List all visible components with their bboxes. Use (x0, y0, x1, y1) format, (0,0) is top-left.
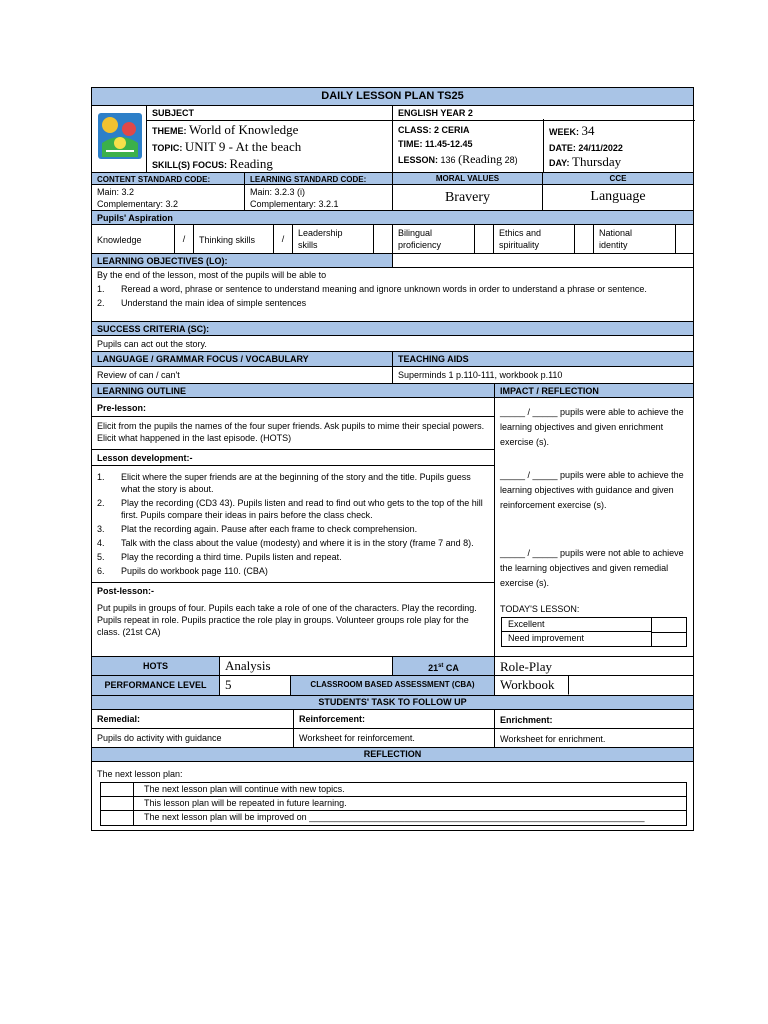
cba-value: Workbook (494, 676, 568, 695)
superminds-logo (98, 113, 142, 159)
reflection-option: This lesson plan will be repeated in future learning. (134, 797, 686, 811)
subject-label: SUBJECT (147, 106, 392, 121)
date-value: 24/11/2022 (578, 143, 623, 153)
theme-line (152, 122, 298, 138)
aspiration-bilingual: Bilingual proficiency (392, 225, 468, 253)
content-standard-cell (92, 185, 244, 210)
outline-header-row (92, 383, 693, 397)
aspiration-national-mark (675, 225, 693, 253)
lesson-value: 136 (440, 155, 456, 165)
lesson-plan-table (91, 87, 694, 831)
content-standard-label: CONTENT STANDARD CODE: (97, 175, 211, 184)
objective-item: 1. Reread a word, phrase or sentence to understand meaning and ignore unknown words in order to understand a phrase or sentence. (97, 284, 647, 294)
week-value: 34 (581, 123, 595, 138)
cba-label: CLASSROOM BASED ASSESSMENT (CBA) (290, 676, 494, 695)
tasks-label-row (92, 709, 693, 728)
learning-complementary: Complementary: 3.2.1 (250, 199, 339, 209)
success-text: Pupils can act out the story. (92, 335, 693, 351)
pre-lesson-text: Elicit from the pupils the names of the four super friends. Ask pupils to mime their special powers. Elicit what happened in the last episode. (HOTS) (97, 421, 485, 443)
date-line: DATE: 24/11/2022 (549, 143, 623, 153)
aspiration-ethics: Ethics and spirituality (493, 225, 561, 253)
development-item: 3. Plat the recording again. Pause after each frame to check comprehension. (97, 524, 418, 534)
time-value: 11.45-12.45 (425, 139, 473, 149)
teaching-aids-label: TEACHING AIDS (392, 352, 693, 366)
week-cell (543, 119, 696, 172)
page-title: DAILY LESSON PLAN TS25 (92, 88, 693, 105)
development-item: 4. Talk with the class about the value (modesty) and where it is in the story (frame 7 and 8). (97, 538, 474, 548)
content-complementary: Complementary: 3.2 (97, 199, 179, 209)
remedial-label: Remedial: (97, 714, 141, 724)
performance-value: 5 (219, 676, 290, 695)
learning-standard-cell (244, 185, 392, 210)
aspiration-leadership-mark (373, 225, 392, 253)
aspiration-national: National identity (593, 225, 659, 253)
hots-row (92, 656, 693, 675)
objective-item: 2. Understand the main idea of simple sentences (97, 298, 307, 308)
option-checkbox[interactable] (101, 783, 134, 797)
focus-value: Review of can / can't (97, 370, 180, 380)
reflection-body (92, 761, 693, 830)
outline-body (92, 397, 693, 656)
aspiration-bilingual-mark (474, 225, 493, 253)
outline-label: LEARNING OUTLINE (97, 386, 186, 396)
time-line: TIME: 11.45-12.45 (398, 139, 473, 149)
ca-value: Role-Play (494, 657, 693, 675)
class-line: CLASS: 2 CERIA (398, 125, 470, 135)
hots-label: HOTS (92, 657, 219, 675)
impact-remedial: _____ / _____ pupils were not able to achieve the learning objectives and given remedial exercise (s). (500, 548, 684, 588)
improvement-checkbox[interactable] (652, 632, 686, 646)
focus-value-row (92, 366, 693, 383)
enrichment-value: Worksheet for enrichment. (494, 729, 693, 747)
topic-label: TOPIC: (152, 143, 183, 153)
week-line: WEEK: 34 (549, 123, 595, 138)
day-value: Thursday (572, 154, 622, 169)
development-item: 1. Elicit where the super friends are at the beginning of the story and the title. Pupils guess what the story is about. (97, 472, 471, 494)
reflection-options (100, 782, 687, 826)
improvement-option: Need improvement (502, 632, 652, 646)
development-item: 6. Pupils do workbook page 110. (CBA) (97, 566, 268, 576)
reflection-intro: The next lesson plan: (97, 769, 183, 779)
day-line: DAY: Thursday (549, 154, 622, 169)
impact-reinforcement: _____ / _____ pupils were able to achieve the learning objectives with guidance and given reinforcement exercise (s). (500, 470, 684, 510)
learning-main: Main: 3.2.3 (i) (250, 187, 306, 197)
impact-cell (494, 398, 693, 656)
learning-standard-label: LEARNING STANDARD CODE: (244, 173, 392, 184)
aspiration-ethics-mark (574, 225, 593, 253)
objectives-intro: By the end of the lesson, most of the pupils will be able to (97, 270, 327, 280)
lesson-line: LESSON: 136 (Reading 28) (398, 152, 518, 166)
cce-label: CCE (542, 173, 693, 184)
aspiration-label: Pupils' Aspiration (92, 210, 693, 224)
standards-header-row (92, 172, 693, 184)
header-block (92, 105, 693, 172)
subject-cell (146, 106, 392, 172)
subject-value: ENGLISH YEAR 2 (393, 106, 695, 121)
reflection-option: The next lesson plan will continue with new topics. (134, 783, 686, 797)
development-item: 5. Play the recording a third time. Pupils listen and repeat. (97, 552, 342, 562)
focus-header-row (92, 351, 693, 366)
development-item: 2. Play the recording (CD3 43). Pupils listen and read to find out who gets to the top of the hill first. Pupils compare their ideas in pairs before the class check. (97, 498, 483, 520)
aspiration-knowledge-mark: / (174, 225, 193, 253)
success-label: SUCCESS CRITERIA (SC): (92, 321, 693, 335)
development-label: Lesson development:- (97, 453, 193, 463)
objectives-content (92, 267, 693, 321)
pre-lesson-label: Pre-lesson: (97, 403, 147, 413)
moral-value: Bravery (392, 185, 542, 210)
theme-label: THEME: (152, 126, 187, 136)
todays-lesson-table (501, 617, 687, 647)
outline-left (92, 398, 494, 656)
impact-enrichment: _____ / _____ pupils were able to achieve the learning objectives and given enrichment exercise (s). (500, 407, 684, 447)
theme-value: World of Knowledge (189, 122, 299, 137)
tasks-label: STUDENTS' TASK TO FOLLOW UP (92, 695, 693, 709)
excellent-checkbox[interactable] (652, 618, 686, 633)
post-lesson-text: Put pupils in groups of four. Pupils each take a role of one of the characters. Play the recording. Pupils repeat in role. Pupils practice the role play in groups. Volunteer groups role play for the class. (21st CA) (97, 603, 477, 637)
tasks-value-row (92, 728, 693, 747)
impact-label: IMPACT / REFLECTION (494, 384, 693, 397)
aspiration-knowledge: Knowledge (97, 235, 142, 245)
post-lesson-label: Post-lesson:- (97, 586, 155, 596)
reflection-label: REFLECTION (92, 747, 693, 761)
performance-row (92, 675, 693, 695)
content-main: Main: 3.2 (97, 187, 135, 197)
class-value: 2 CERIA (434, 125, 470, 135)
cce-value: Language (542, 185, 693, 210)
reinforcement-value: Worksheet for reinforcement. (293, 729, 494, 747)
aspiration-leadership: Leadership skills (292, 225, 356, 253)
aspiration-row (92, 224, 693, 253)
enrichment-label: Enrichment: (494, 710, 693, 728)
skill-line (152, 156, 273, 172)
excellent-option: Excellent (502, 618, 652, 632)
skill-value: Reading (229, 156, 273, 171)
objectives-label-row (92, 253, 693, 267)
objectives-label: LEARNING OBJECTIVES (LO): (92, 254, 392, 267)
teaching-aids-value: Superminds 1 p.110-111, workbook p.110 (392, 367, 693, 383)
skill-label: SKILL(S) FOCUS: (152, 160, 227, 170)
reinforcement-label: Reinforcement: (293, 710, 494, 728)
class-cell (392, 106, 695, 172)
reflection-option: The next lesson plan will be improved on ___________________________________________________________________ (144, 812, 645, 822)
logo-cell (92, 106, 146, 172)
remedial-value: Pupils do activity with guidance (97, 733, 222, 743)
hots-value: Analysis (219, 657, 392, 675)
focus-label: LANGUAGE / GRAMMAR FOCUS / VOCABULARY (97, 354, 309, 364)
performance-label: PERFORMANCE LEVEL (92, 676, 219, 695)
topic-line (152, 139, 301, 155)
development-list (97, 471, 489, 577)
moral-values-label: MORAL VALUES (392, 173, 542, 184)
option-checkbox[interactable] (101, 811, 134, 825)
topic-value: UNIT 9 - At the beach (184, 139, 302, 154)
aspiration-thinking: Thinking skills (193, 225, 273, 253)
aspiration-thinking-mark: / (273, 225, 292, 253)
ca-label: 21st CA (392, 657, 494, 675)
option-checkbox[interactable] (101, 797, 134, 811)
standards-value-row (92, 184, 693, 210)
todays-lesson-label: TODAY'S LESSON: (500, 604, 580, 614)
